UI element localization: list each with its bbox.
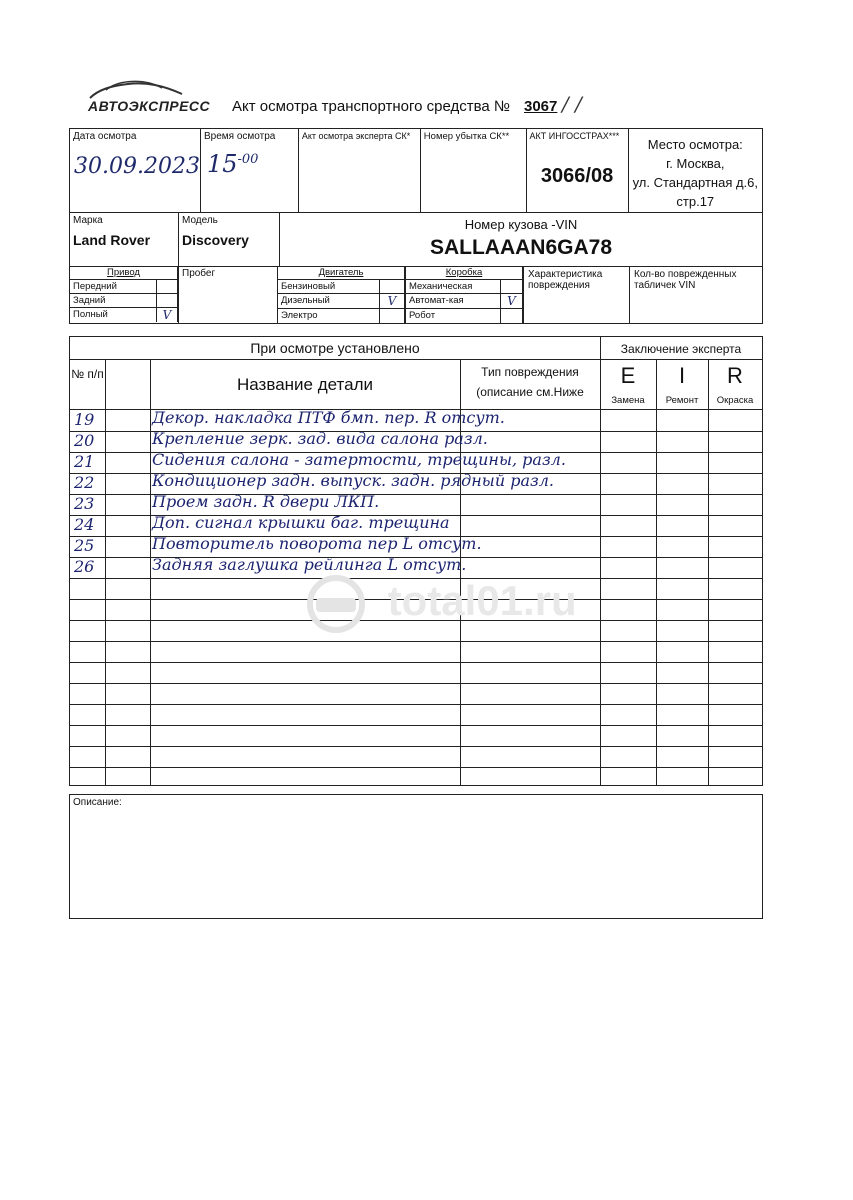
row-number: 22 <box>74 473 95 492</box>
description-box <box>69 794 763 919</box>
ingos-act-cell <box>526 129 628 213</box>
make-label: Марка <box>73 215 103 226</box>
mileage-cell <box>178 266 278 323</box>
gear-manual-box <box>501 280 523 294</box>
row-number: 26 <box>74 557 95 576</box>
act-number-mark: / / <box>562 92 582 116</box>
date-value: 30.09.2023 <box>74 154 200 179</box>
expert-act-label: Акт осмотра эксперта СК* <box>301 131 411 141</box>
place-title: Место осмотра: <box>647 137 743 152</box>
col-i-header: I <box>678 363 686 388</box>
row-text: Проем задн. R двери ЛКП. <box>152 492 380 511</box>
col-type-header-1: Тип повреждения <box>481 365 579 379</box>
col-r-header: R <box>727 363 743 388</box>
gear-robot-box <box>501 309 523 323</box>
engine-electric-label: Электро <box>278 309 380 323</box>
watermark-car-icon <box>296 574 376 634</box>
gear-auto-mark: V <box>501 294 523 309</box>
make-cell <box>70 213 179 267</box>
row-text: Доп. сигнал крышки баг. трещина <box>152 513 450 532</box>
col-paint-header: Окраска <box>716 395 754 406</box>
page-title: Акт осмотра транспортного средства № <box>232 98 511 115</box>
gear-robot-label: Робот <box>406 309 501 323</box>
place-line3: стр.17 <box>676 194 715 209</box>
ingos-act-label: АКТ ИНГОССТРАХ*** <box>529 131 620 141</box>
table-row <box>70 536 762 557</box>
vin-label: Номер кузова -VIN <box>464 217 578 232</box>
vehicle-table <box>69 212 763 267</box>
row-number: 23 <box>74 494 95 513</box>
col-number-header: № п/п <box>71 367 104 381</box>
act-number: 3067 <box>524 98 558 115</box>
loss-number-cell <box>420 129 526 213</box>
gearbox-header: Коробка <box>406 266 523 280</box>
watermark-text: total01.ru <box>387 577 577 625</box>
make-value: Land Rover <box>73 232 151 248</box>
drive-full-mark: V <box>157 308 178 323</box>
description-label: Описание: <box>73 797 122 808</box>
table-row <box>70 473 762 494</box>
row-number: 21 <box>74 452 95 471</box>
row-text: Задняя заглушка рейлинга L отсут. <box>152 555 467 574</box>
col-repair-header: Ремонт <box>665 395 699 406</box>
engine-table <box>278 266 405 323</box>
row-number: 24 <box>74 515 95 534</box>
time-cell <box>200 129 298 213</box>
engine-petrol-box <box>380 280 405 294</box>
vin-value: SALLAAAN6GA78 <box>429 236 613 259</box>
specs-block <box>69 266 763 324</box>
col-e-header: E <box>620 363 636 388</box>
engine-petrol-label: Бензиновый <box>278 280 380 294</box>
vin-cell <box>280 213 763 267</box>
ingos-act-value: 3066/08 <box>540 165 614 187</box>
row-number: 25 <box>74 536 95 555</box>
info-table <box>69 128 763 213</box>
table-row <box>70 410 762 431</box>
drive-rear-label: Задний <box>70 294 157 308</box>
col-type-header-2: (описание см.Ниже <box>476 385 584 399</box>
drive-front-label: Передний <box>70 280 157 294</box>
col-replace-header: Замена <box>611 395 645 406</box>
row-text: Крепление зерк. зад. вида салона разл. <box>152 429 488 448</box>
engine-electric-box <box>380 309 405 323</box>
time-value: 15 <box>206 150 238 178</box>
mileage-label: Пробег <box>182 268 216 279</box>
gearbox-table <box>405 266 523 323</box>
gear-auto-label: Автомат-кая <box>406 294 501 309</box>
model-value: Discovery <box>182 232 249 248</box>
damage-char-label: Характеристика повреждения <box>523 266 630 323</box>
watermark <box>296 574 577 634</box>
model-cell <box>179 213 280 267</box>
vin-plates-label: Кол-во поврежденных табличек VIN <box>634 269 737 291</box>
logo-text: АВТОЭКСПРЕСС <box>88 98 211 114</box>
row-text: Декор. накладка ПТФ бмп. пер. R отсут. <box>152 408 505 427</box>
row-text: Сидения салона - затертости, трещины, разл. <box>152 450 566 469</box>
engine-header: Двигатель <box>278 266 405 280</box>
date-cell <box>70 129 201 213</box>
row-text: Повторитель поворота пер L отсут. <box>152 534 482 553</box>
table-row <box>70 494 762 515</box>
col-part-header: Название детали <box>237 375 373 394</box>
drive-front-box <box>157 280 178 294</box>
expert-act-cell <box>298 129 420 213</box>
inspection-table <box>69 336 763 786</box>
row-number: 20 <box>74 431 95 450</box>
drive-header: Привод <box>70 266 178 280</box>
gear-manual-label: Механическая <box>406 280 501 294</box>
drive-rear-box <box>157 294 178 308</box>
table-row <box>70 431 762 452</box>
place-line2: ул. Стандартная д.6, <box>632 175 759 190</box>
table-row <box>70 452 762 473</box>
inspection-title: При осмотре установлено <box>250 340 420 356</box>
row-number: 19 <box>74 410 95 429</box>
engine-diesel-mark: V <box>380 294 405 309</box>
date-label: Дата осмотра <box>73 131 137 142</box>
time-label: Время осмотра <box>203 131 276 142</box>
drive-table <box>70 266 178 322</box>
place-line1: г. Москва, <box>666 156 725 171</box>
engine-diesel-label: Дизельный <box>278 294 380 309</box>
time-minutes: -00 <box>237 152 259 167</box>
table-row <box>70 515 762 536</box>
row-text: Кондиционер задн. выпуск. задн. рядный разл. <box>152 471 555 490</box>
company-logo <box>88 76 211 116</box>
drive-full-label: Полный <box>70 308 157 323</box>
conclusion-title: Заключение эксперта <box>620 342 742 356</box>
model-label: Модель <box>182 215 218 226</box>
loss-number-label: Номер убытка СК** <box>423 131 510 142</box>
place-cell <box>628 129 762 213</box>
